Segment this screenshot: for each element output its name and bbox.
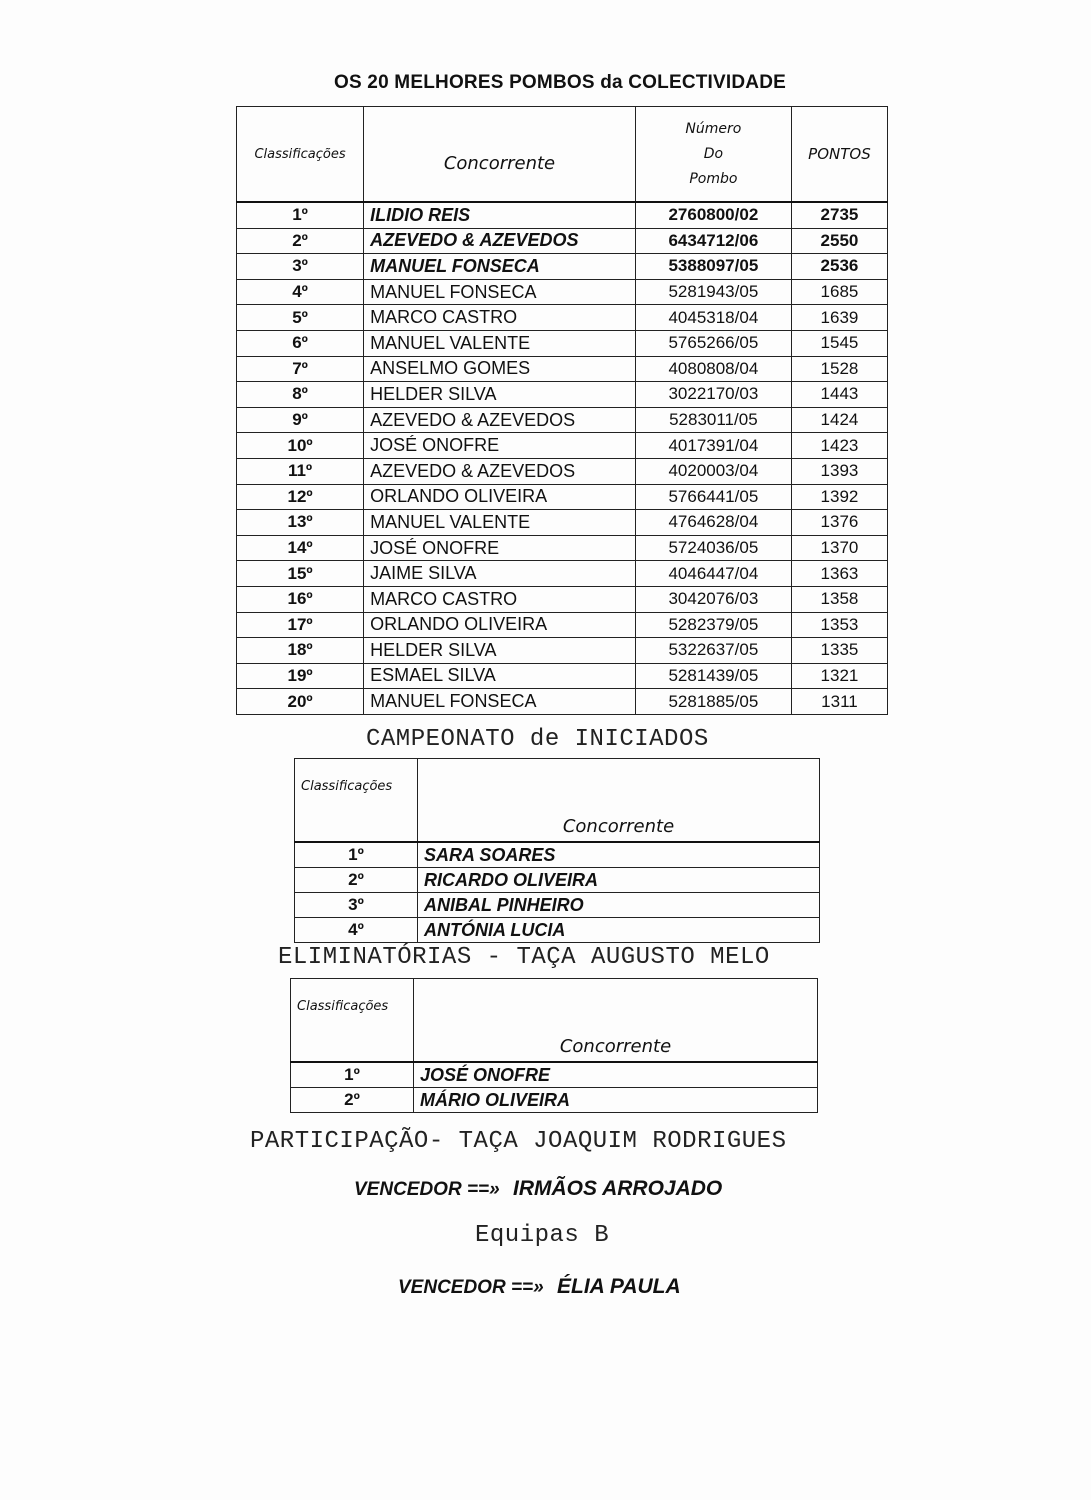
rank-position: 18º (237, 638, 364, 664)
iniciados-table (294, 758, 820, 943)
points-value: 1393 (791, 458, 887, 484)
competitor-name: ILIDIO REIS (364, 202, 636, 228)
points-value: 2550 (791, 228, 887, 254)
rank-position: 19º (237, 663, 364, 689)
pigeon-number: 5281943/05 (635, 279, 791, 305)
points-value: 2536 (791, 254, 887, 280)
ranking-row (237, 330, 888, 356)
rank-position: 16º (237, 586, 364, 612)
ranking-row (237, 458, 888, 484)
iniciados-header-row (295, 759, 820, 843)
equipas-winner-name: ÉLIA PAULA (557, 1275, 681, 1298)
competitor-name: JOSÉ ONOFRE (364, 433, 636, 459)
header-numero-line2: Do (703, 145, 724, 162)
iniciados-title: CAMPEONATO de INICIADOS (366, 726, 709, 753)
iniciados-header-concorrente: Concorrente (418, 759, 820, 843)
ranking-row (237, 382, 888, 408)
ranking-row (237, 638, 888, 664)
competitor-name: ANTÓNIA LUCIA (418, 918, 820, 943)
eliminatorias-row (291, 1062, 818, 1088)
participacao-title: PARTICIPAÇÃO- TAÇA JOAQUIM RODRIGUES (250, 1128, 787, 1155)
ranking-row (237, 586, 888, 612)
rank-position: 8º (237, 382, 364, 408)
ranking-row (237, 228, 888, 254)
pigeon-number: 4764628/04 (635, 510, 791, 536)
pigeon-number: 6434712/06 (635, 228, 791, 254)
pigeon-number: 5766441/05 (635, 484, 791, 510)
rank-position: 9º (237, 407, 364, 433)
points-value: 1321 (791, 663, 887, 689)
ranking-row (237, 433, 888, 459)
iniciados-header-classificacoes: Classificações (295, 759, 418, 843)
ranking-row (237, 305, 888, 331)
points-value: 1528 (791, 356, 887, 382)
pigeon-number: 4046447/04 (635, 561, 791, 587)
rank-position: 11º (237, 458, 364, 484)
rank-position: 1º (295, 842, 418, 868)
competitor-name: ANSELMO GOMES (364, 356, 636, 382)
competitor-name: SARA SOARES (418, 842, 820, 868)
points-value: 1370 (791, 535, 887, 561)
points-value: 1353 (791, 612, 887, 638)
points-value: 1443 (791, 382, 887, 408)
rank-position: 1º (291, 1062, 414, 1088)
ranking-row (237, 689, 888, 715)
participacao-winner-name: IRMÃOS ARROJADO (513, 1177, 723, 1200)
competitor-name: MANUEL VALENTE (364, 330, 636, 356)
competitor-name: ORLANDO OLIVEIRA (364, 612, 636, 638)
equipas-winner (398, 1275, 681, 1299)
rank-position: 14º (237, 535, 364, 561)
ranking-table (236, 106, 888, 715)
pigeon-number: 5283011/05 (635, 407, 791, 433)
eliminatorias-header-row (291, 979, 818, 1063)
competitor-name: MANUEL FONSECA (364, 689, 636, 715)
competitor-name: MARCO CASTRO (364, 305, 636, 331)
eliminatorias-header-concorrente: Concorrente (414, 979, 818, 1063)
pigeon-number: 5765266/05 (635, 330, 791, 356)
ranking-row (237, 254, 888, 280)
equipas-title: Equipas B (475, 1222, 610, 1249)
rank-position: 3º (237, 254, 364, 280)
competitor-name: MANUEL FONSECA (364, 279, 636, 305)
points-value: 1423 (791, 433, 887, 459)
pigeon-number: 5281885/05 (635, 689, 791, 715)
ranking-row (237, 356, 888, 382)
header-pontos: PONTOS (791, 107, 887, 203)
competitor-name: AZEVEDO & AZEVEDOS (364, 407, 636, 433)
header-concorrente: Concorrente (364, 107, 636, 203)
pigeon-number: 4017391/04 (635, 433, 791, 459)
rank-position: 5º (237, 305, 364, 331)
points-value: 1685 (791, 279, 887, 305)
participacao-winner (354, 1177, 722, 1201)
points-value: 1545 (791, 330, 887, 356)
rank-position: 10º (237, 433, 364, 459)
points-value: 1335 (791, 638, 887, 664)
header-numero-line1: Número (685, 120, 742, 137)
ranking-row (237, 663, 888, 689)
eliminatorias-title: ELIMINATÓRIAS - TAÇA AUGUSTO MELO (278, 944, 770, 971)
competitor-name: ORLANDO OLIVEIRA (364, 484, 636, 510)
ranking-row (237, 535, 888, 561)
rank-position: 7º (237, 356, 364, 382)
rank-position: 4º (295, 918, 418, 943)
pigeon-number: 5724036/05 (635, 535, 791, 561)
rank-position: 2º (237, 228, 364, 254)
points-value: 2735 (791, 202, 887, 228)
points-value: 1392 (791, 484, 887, 510)
pigeon-number: 3042076/03 (635, 586, 791, 612)
rank-position: 12º (237, 484, 364, 510)
competitor-name: ESMAEL SILVA (364, 663, 636, 689)
rank-position: 20º (237, 689, 364, 715)
header-numero-pombo (635, 107, 791, 203)
pigeon-number: 2760800/02 (635, 202, 791, 228)
eliminatorias-table (290, 978, 818, 1113)
page-title: OS 20 MELHORES POMBOS da COLECTIVIDADE (333, 72, 787, 93)
rank-position: 13º (237, 510, 364, 536)
ranking-row (237, 510, 888, 536)
pigeon-number: 5281439/05 (635, 663, 791, 689)
competitor-name: JOSÉ ONOFRE (364, 535, 636, 561)
iniciados-row (295, 842, 820, 868)
competitor-name: MANUEL VALENTE (364, 510, 636, 536)
competitor-name: AZEVEDO & AZEVEDOS (364, 458, 636, 484)
rank-position: 3º (295, 893, 418, 918)
iniciados-body (295, 842, 820, 943)
competitor-name: MANUEL FONSECA (364, 254, 636, 280)
eliminatorias-body (291, 1062, 818, 1113)
pigeon-number: 4020003/04 (635, 458, 791, 484)
iniciados-row (295, 918, 820, 943)
competitor-name: AZEVEDO & AZEVEDOS (364, 228, 636, 254)
competitor-name: HELDER SILVA (364, 382, 636, 408)
ranking-row (237, 407, 888, 433)
points-value: 1639 (791, 305, 887, 331)
ranking-header-row (237, 107, 888, 203)
pigeon-number: 4045318/04 (635, 305, 791, 331)
ranking-row (237, 202, 888, 228)
iniciados-row (295, 893, 820, 918)
rank-position: 1º (237, 202, 364, 228)
rank-position: 15º (237, 561, 364, 587)
points-value: 1424 (791, 407, 887, 433)
ranking-row (237, 612, 888, 638)
pigeon-number: 5388097/05 (635, 254, 791, 280)
competitor-name: RICARDO OLIVEIRA (418, 868, 820, 893)
ranking-row (237, 279, 888, 305)
rank-position: 4º (237, 279, 364, 305)
points-value: 1311 (791, 689, 887, 715)
participacao-winner-label: VENCEDOR ==» (354, 1179, 500, 1200)
competitor-name: MARCO CASTRO (364, 586, 636, 612)
rank-position: 2º (295, 868, 418, 893)
pigeon-number: 5282379/05 (635, 612, 791, 638)
header-classificacoes: Classificações (237, 107, 364, 203)
competitor-name: JOSÉ ONOFRE (414, 1062, 818, 1088)
eliminatorias-row (291, 1088, 818, 1113)
ranking-row (237, 484, 888, 510)
pigeon-number: 3022170/03 (635, 382, 791, 408)
points-value: 1363 (791, 561, 887, 587)
pigeon-number: 5322637/05 (635, 638, 791, 664)
ranking-body (237, 202, 888, 714)
competitor-name: HELDER SILVA (364, 638, 636, 664)
pigeon-number: 4080808/04 (635, 356, 791, 382)
rank-position: 17º (237, 612, 364, 638)
points-value: 1358 (791, 586, 887, 612)
competitor-name: MÁRIO OLIVEIRA (414, 1088, 818, 1113)
ranking-row (237, 561, 888, 587)
iniciados-row (295, 868, 820, 893)
eliminatorias-header-classificacoes: Classificações (291, 979, 414, 1063)
points-value: 1376 (791, 510, 887, 536)
competitor-name: ANIBAL PINHEIRO (418, 893, 820, 918)
competitor-name: JAIME SILVA (364, 561, 636, 587)
rank-position: 6º (237, 330, 364, 356)
header-numero-line3: Pombo (689, 170, 738, 187)
equipas-winner-label: VENCEDOR ==» (398, 1277, 544, 1298)
rank-position: 2º (291, 1088, 414, 1113)
